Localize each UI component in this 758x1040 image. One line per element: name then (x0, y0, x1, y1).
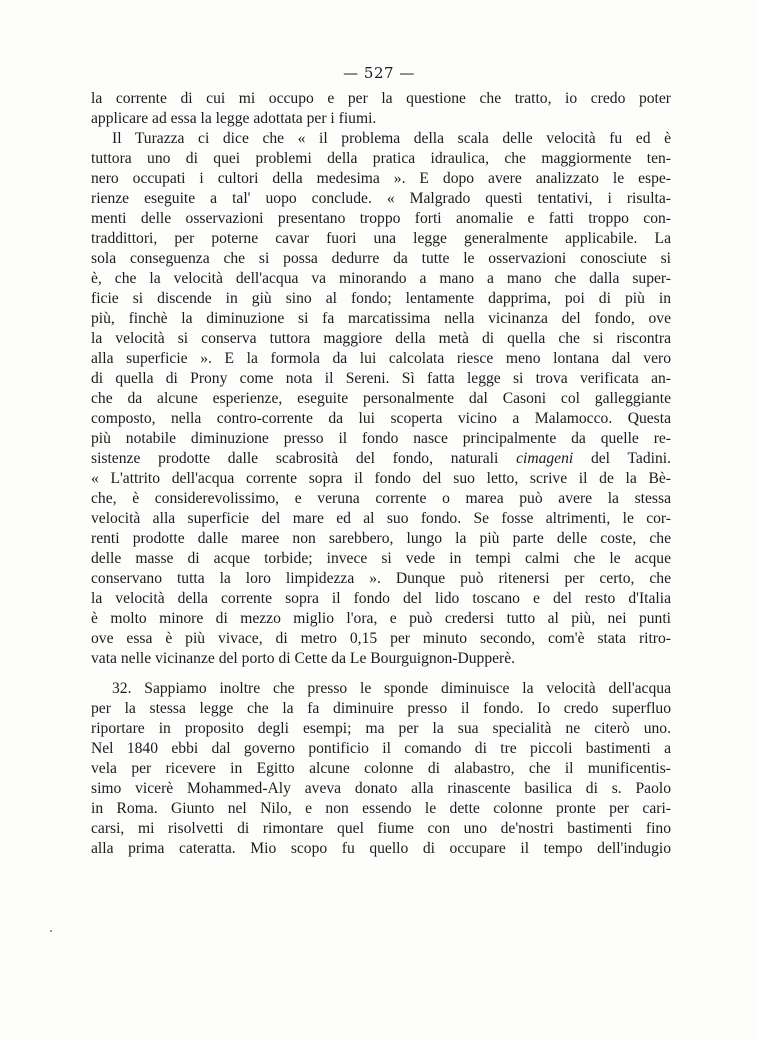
text-line (91, 449, 671, 469)
text-line: « L'attrito dell'acqua corrente sopra il fondo del suo letto, scrive il de la Bè- (91, 470, 671, 487)
text-line: rienze eseguite a tal' uopo conclude. « Malgrado questi tentativi, i risulta- (91, 190, 671, 207)
text-line: è molto minore di mezzo miglio l'ora, e può credersi tutto al più, nei punti (91, 610, 671, 627)
text-line: Nel 1840 ebbi dal governo pontificio il comando di tre piccoli bastimenti a (91, 740, 671, 757)
text-line: riportare in proposito degli esempi; ma per la sua specialità ne citerò uno. (91, 720, 671, 737)
text-line: più, finchè la diminuzione si fa marcatissima nella vicinanza del fondo, ove (91, 310, 671, 327)
text-line: è, che la velocità dell'acqua va minorando a mano a mano che dalla super- (91, 270, 671, 287)
text-line: composto, nella contro-corrente da lui scoperta vicino a Malamocco. Questa (91, 410, 671, 427)
text-line: di quella di Prony come nota il Sereni. Sì fatta legge si trova verificata an- (91, 370, 671, 387)
text-line: alla prima cateratta. Mio scopo fu quello di occupare il tempo dell'indugio (91, 840, 671, 857)
text-line: ficie si discende in giù sino al fondo; lentamente dapprima, poi di più in (91, 290, 671, 307)
text-line: che da alcune esperienze, eseguite personalmente dal Casoni col galleggiante (91, 390, 671, 407)
text-line: alla superficie ». E la formola da lui calcolata riesce meno lontana dal vero (91, 350, 671, 367)
paper-speck (50, 930, 52, 932)
text-line: applicare ad essa la legge adottata per i fiumi. (91, 110, 377, 127)
text-line: la velocità si conserva tuttora maggiore della metà di quella che si riscontra (91, 330, 671, 347)
section-32-start: 32. Sappiamo inoltre che presso le sponde diminuisce la velocità dell'acqua (112, 680, 671, 697)
text-line: per la stessa legge che la fa diminuire presso il fondo. Io credo superfluo (91, 700, 671, 717)
text-line: vata nelle vicinanze del porto di Cette da Le Bourguignon-Dupperè. (91, 650, 516, 667)
text-line: tuttora uno di quei problemi della pratica idraulica, che maggiormente ten- (91, 150, 671, 167)
text-line: che, è considerevolissimo, e veruna corrente o marea può avere la stessa (91, 490, 671, 507)
text-line: renti prodotte dalle maree non sarebbero, lungo la più parte delle coste, che (91, 530, 671, 547)
text-line: simo vicerè Mohammed-Aly aveva donato alla rinascente basilica di s. Paolo (91, 780, 671, 797)
text-line: velocità alla superficie del mare ed al suo fondo. Se fosse altrimenti, le cor- (91, 510, 671, 527)
text-line: in Roma. Giunto nel Nilo, e non essendo le dette colonne pronte per cari- (91, 800, 671, 817)
text-line: traddittori, per poterne cavar fuori una legge generalmente applicabile. La (91, 230, 671, 247)
text-line: Il Turazza ci dice che « il problema della scala delle velocità fu ed è (112, 130, 671, 147)
page-number: — 527 — (343, 64, 415, 82)
text-line: conservano tutta la loro limpidezza ». Dunque può ritenersi per certo, che (91, 570, 671, 587)
text-line: la corrente di cui mi occupo e per la questione che tratto, io credo poter (91, 90, 671, 107)
text-line: vela per ricevere in Egitto alcune colonne di alabastro, che il munificentis- (91, 760, 671, 777)
text-run: sistenze prodotte dalle scabrosità del fondo, naturali (91, 450, 499, 467)
text-line: delle masse di acque torbide; invece si vede in tempi calmi che le acque (91, 550, 671, 567)
text-line: menti delle osservazioni presentano troppo forti anomalie e fatti troppo con- (91, 210, 671, 227)
text-line: carsi, mi risolvetti di rimontare quel fiume con uno de'nostri bastimenti fino (91, 820, 671, 837)
text-line: nero occupati i cultori della medesima ». E dopo avere analizzato le espe- (91, 170, 671, 187)
text-run: del Tadini. (590, 450, 671, 467)
text-line: più notabile diminuzione presso il fondo nasce principalmente da quelle re- (91, 430, 671, 447)
italic-term: cimageni (516, 450, 574, 467)
text-line: ove essa è più vivace, di metro 0,15 per minuto secondo, com'è stata ritro- (91, 630, 671, 647)
text-line: la velocità della corrente sopra il fondo del lido toscano e del resto d'Italia (91, 590, 671, 607)
text-line: sola conseguenza che si possa dedurre da tutte le osservazioni conosciute si (91, 250, 671, 267)
